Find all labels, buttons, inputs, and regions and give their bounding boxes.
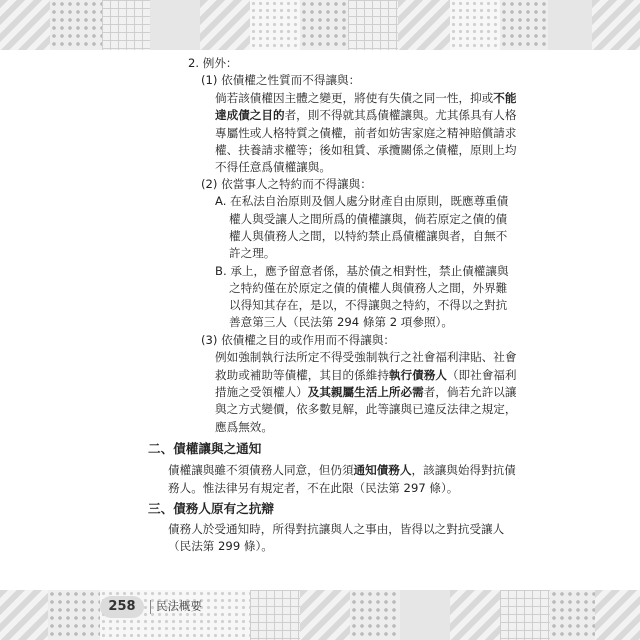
page-number: 258 <box>100 596 144 618</box>
text-line: B. 承上，應予留意者係，基於債之相對性，禁止債權讓與 <box>215 264 509 278</box>
text-line: 務人。惟法律另有規定者，不在此限（民法第 297 條）。 <box>168 481 459 495</box>
text-line: 權人與受讓人之間所爲的債權讓與，倘若原定之債的債 <box>229 212 508 226</box>
text-line: 措施之受領權人）及其親屬生活上所必需者，倘若允許以讓 <box>215 385 517 399</box>
footer-divider <box>150 600 151 614</box>
section-2-title: 2. 例外： <box>188 56 238 70</box>
text-line: 與之方式變價，依多數見解，此等讓與已違反法律之規定， <box>215 402 517 416</box>
text-line: A. 在私法自治原則及個人處分財產自由原則，既應尊重債 <box>215 194 509 208</box>
text-line: 專屬性或人格特質之債權，前者如妨害家庭之精神賠償請求 <box>215 126 517 140</box>
text-line: 不得任意爲債權讓與。 <box>215 160 331 174</box>
subsection-3-title: (3) 依債權之目的或作用而不得讓與： <box>201 333 396 347</box>
text-line: 權人與債務人之間，以特約禁止爲債權讓與者，自無不 <box>229 229 508 243</box>
text-line: 善意第三人（民法第 294 條第 2 項參照）。 <box>229 315 453 329</box>
text-line: 達成債之目的者，則不得就其爲債權讓與。尤其係具有人格 <box>215 108 517 122</box>
text-line: 債權讓與雖不須債務人同意，但仍須通知債務人，該讓與始得對抗債 <box>168 463 516 477</box>
text-line: 權、扶養請求權等；後如租賃、承攬關係之債權，原則上均 <box>215 143 517 157</box>
text-line: 應爲無效。 <box>215 420 273 434</box>
text-line: 許之理。 <box>229 246 276 260</box>
text-line: （民法第 299 條）。 <box>168 539 273 553</box>
text-line: 債務人於受通知時，所得對抗讓與人之事由，皆得以之對抗受讓人 <box>168 522 505 536</box>
text-line: 以得知其存在，是以，不得讓與之特約，不得以之對抗 <box>229 298 508 312</box>
text-line: 救助或補助等債權，其目的係維持執行債務人（即社會福利 <box>215 368 517 382</box>
text-line: 倘若該債權因主體之變更，將使有失債之同一性，抑或不能 <box>215 91 517 105</box>
book-title: 民法概要 <box>156 599 202 613</box>
text-line: 之特約僅在於原定之債的債權人與債務人之間，外界難 <box>229 281 508 295</box>
section-heading: 三、債務人原有之抗辯 <box>148 501 274 516</box>
section-heading: 二、債權讓與之通知 <box>148 441 262 456</box>
subsection-1-title: (1) 依債權之性質而不得讓與： <box>201 73 361 87</box>
text-line: 例如強制執行法所定不得受強制執行之社會福利津貼、社會 <box>215 350 517 364</box>
subsection-2-title: (2) 依當事人之特約而不得讓與： <box>201 177 372 191</box>
